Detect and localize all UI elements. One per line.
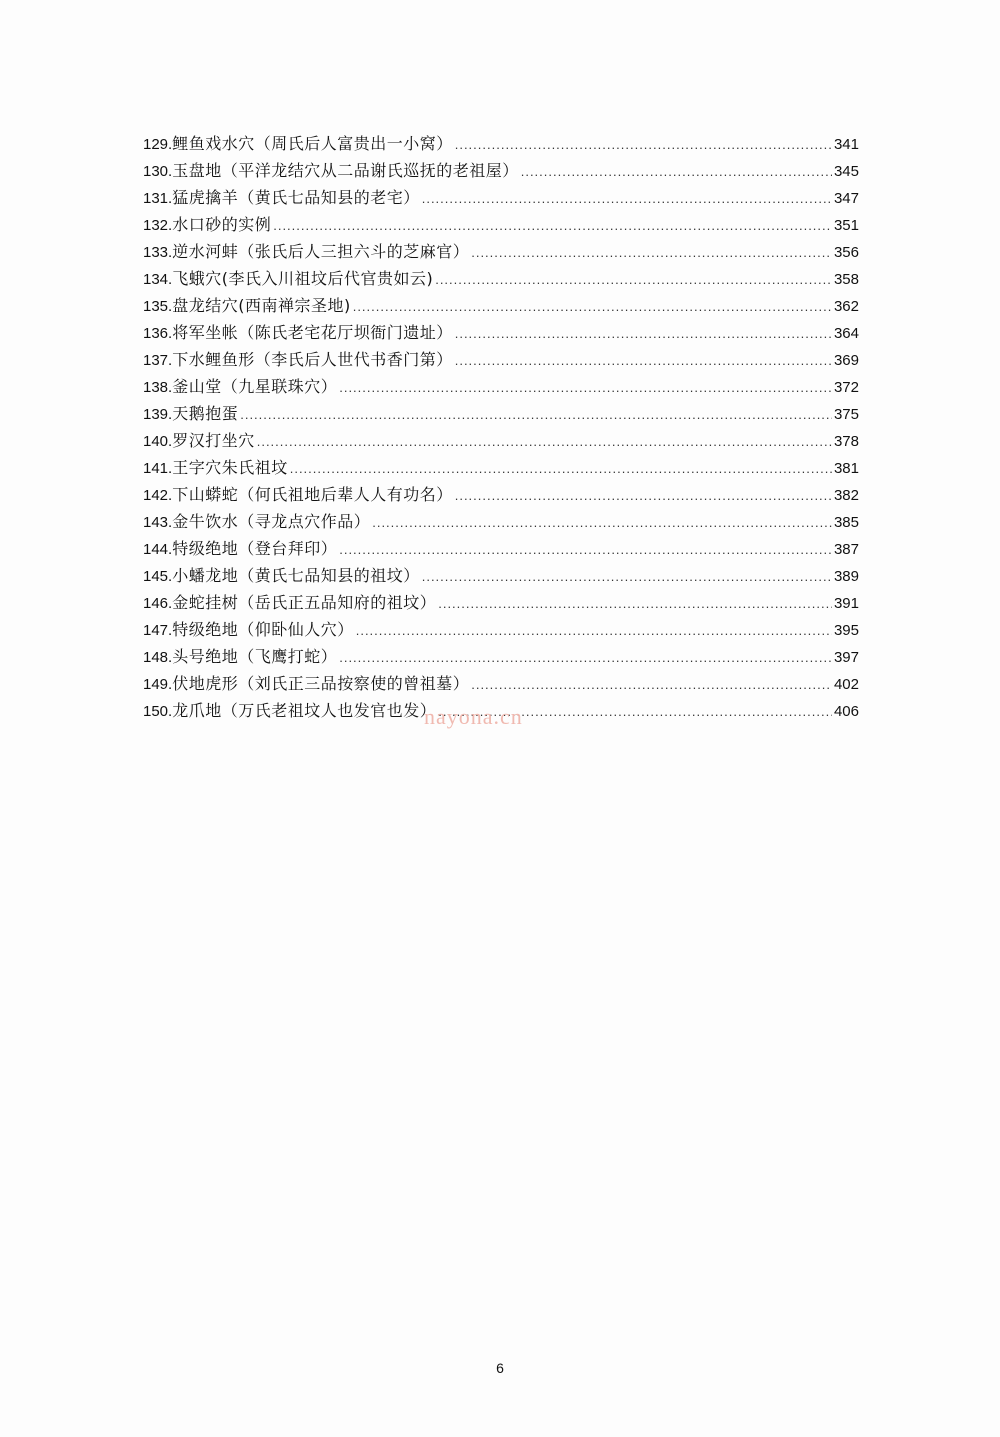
toc-dot-leader <box>356 617 832 644</box>
toc-entry-number: 132. <box>143 217 173 234</box>
toc-entry <box>143 157 859 184</box>
toc-entry-title: 头号绝地（飞鹰打蛇） <box>172 647 338 666</box>
toc-entry-title: 下山蟒蛇（何氏祖地后辈人人有功名） <box>172 485 453 504</box>
toc-entry <box>143 211 859 238</box>
toc-entry-title: 金牛饮水（寻龙点穴作品） <box>172 512 371 531</box>
toc-entry-title: 飞蛾穴(李氏入川祖坟后代官贵如云) <box>172 269 434 288</box>
toc-entry-page: 381 <box>833 460 859 477</box>
toc-entry-page: 378 <box>833 433 859 450</box>
toc-dot-leader <box>372 509 832 536</box>
toc-entry-title: 小蟠龙地（黄氏七品知县的祖坟） <box>172 566 420 585</box>
toc-dot-leader <box>471 239 832 266</box>
toc-entry <box>143 535 859 562</box>
toc-entry-page: 364 <box>833 325 859 342</box>
toc-entry-number: 146. <box>143 595 173 612</box>
toc-entry-number: 129. <box>143 136 173 153</box>
toc-entry-page: 362 <box>833 298 859 315</box>
toc-dot-leader <box>240 401 832 428</box>
toc-entry-page: 395 <box>833 622 859 639</box>
toc-entry-title: 盘龙结穴(西南禅宗圣地) <box>172 296 351 315</box>
toc-dot-leader <box>422 185 832 212</box>
toc-entry <box>143 562 859 589</box>
page-number: 6 <box>496 1360 504 1376</box>
toc-dot-leader <box>455 347 832 374</box>
toc-entry-title: 罗汉打坐穴 <box>172 431 255 450</box>
toc-entry-page: 389 <box>833 568 859 585</box>
toc-entry <box>143 184 859 211</box>
toc-entry-title: 金蛇挂树（岳氏正五品知府的祖坟） <box>172 593 437 612</box>
toc-entry-number: 142. <box>143 487 173 504</box>
toc-dot-leader <box>455 320 832 347</box>
toc-entry-page: 402 <box>833 676 859 693</box>
toc-dot-leader <box>339 644 832 671</box>
toc-entry-number: 137. <box>143 352 173 369</box>
toc-entry-number: 149. <box>143 676 173 693</box>
toc-entry <box>143 265 859 292</box>
toc-entry-title: 逆水河蚌（张氏后人三担六斗的芝麻官） <box>172 242 470 261</box>
toc-dot-leader <box>273 212 832 239</box>
toc-entry-number: 138. <box>143 379 173 396</box>
toc-entry <box>143 400 859 427</box>
toc-entry-number: 141. <box>143 460 173 477</box>
toc-entry-page: 382 <box>833 487 859 504</box>
toc-dot-leader <box>438 590 832 617</box>
toc-dot-leader <box>339 374 832 401</box>
toc-entry-title: 特级绝地（仰卧仙人穴） <box>172 620 354 639</box>
toc-dot-leader <box>455 131 832 158</box>
toc-dot-leader <box>290 455 832 482</box>
toc-entry <box>143 130 859 157</box>
toc-entry-title: 下水鲤鱼形（李氏后人世代书香门第） <box>172 350 453 369</box>
toc-dot-leader <box>438 698 832 725</box>
toc-entry-page: 351 <box>833 217 859 234</box>
toc-entry-title: 特级绝地（登台拜印） <box>172 539 338 558</box>
toc-entry <box>143 427 859 454</box>
toc-entry-number: 130. <box>143 163 173 180</box>
toc-entry-page: 372 <box>833 379 859 396</box>
watermark: nayona.cn <box>424 704 523 729</box>
toc-entry-page: 375 <box>833 406 859 423</box>
table-of-contents <box>143 130 859 724</box>
toc-entry <box>143 346 859 373</box>
toc-entry-title: 将军坐帐（陈氏老宅花厅坝衙门遗址） <box>172 323 453 342</box>
toc-entry-number: 140. <box>143 433 173 450</box>
toc-dot-leader <box>435 266 832 293</box>
toc-dot-leader <box>257 428 832 455</box>
toc-entry <box>143 373 859 400</box>
toc-entry <box>143 454 859 481</box>
toc-entry-page: 341 <box>833 136 859 153</box>
toc-dot-leader <box>455 482 832 509</box>
toc-entry-page: 406 <box>833 703 859 720</box>
toc-entry-number: 136. <box>143 325 173 342</box>
toc-entry <box>143 616 859 643</box>
toc-dot-leader <box>422 563 832 590</box>
toc-entry-number: 131. <box>143 190 173 207</box>
toc-entry <box>143 589 859 616</box>
toc-entry-title: 水口砂的实例 <box>172 215 272 234</box>
toc-entry <box>143 697 859 724</box>
toc-entry-title: 玉盘地（平洋龙结穴从二品谢氏巡抚的老祖屋） <box>172 161 519 180</box>
toc-entry-title: 鲤鱼戏水穴（周氏后人富贵出一小窝） <box>172 134 453 153</box>
toc-entry-number: 150. <box>143 703 173 720</box>
toc-dot-leader <box>521 158 832 185</box>
toc-entry <box>143 643 859 670</box>
toc-entry <box>143 292 859 319</box>
toc-entry-page: 397 <box>833 649 859 666</box>
toc-entry-page: 358 <box>833 271 859 288</box>
toc-entry-title: 伏地虎形（刘氏正三品按察使的曾祖墓） <box>172 674 470 693</box>
toc-entry <box>143 508 859 535</box>
toc-entry-number: 135. <box>143 298 173 315</box>
toc-entry-page: 356 <box>833 244 859 261</box>
toc-entry-page: 385 <box>833 514 859 531</box>
toc-entry-title: 王字穴朱氏祖坟 <box>172 458 288 477</box>
toc-dot-leader <box>471 671 832 698</box>
toc-entry-title: 釜山堂（九星联珠穴） <box>172 377 338 396</box>
toc-dot-leader <box>339 536 832 563</box>
toc-entry <box>143 238 859 265</box>
toc-entry-number: 144. <box>143 541 173 558</box>
toc-entry-title: 猛虎擒羊（黄氏七品知县的老宅） <box>172 188 420 207</box>
toc-entry-number: 147. <box>143 622 173 639</box>
toc-entry-number: 139. <box>143 406 173 423</box>
toc-entry-number: 133. <box>143 244 173 261</box>
toc-dot-leader <box>353 293 832 320</box>
toc-entry-page: 387 <box>833 541 859 558</box>
toc-entry-number: 145. <box>143 568 173 585</box>
toc-entry-page: 345 <box>833 163 859 180</box>
toc-entry-page: 391 <box>833 595 859 612</box>
toc-entry-number: 148. <box>143 649 173 666</box>
toc-entry <box>143 481 859 508</box>
toc-entry-page: 347 <box>833 190 859 207</box>
toc-entry-page: 369 <box>833 352 859 369</box>
toc-entry-title: 天鹅抱蛋 <box>172 404 239 423</box>
toc-entry <box>143 319 859 346</box>
toc-entry-title: 龙爪地（万氏老祖坟人也发官也发） <box>172 701 437 720</box>
toc-entry <box>143 670 859 697</box>
toc-entry-number: 134. <box>143 271 173 288</box>
toc-entry-number: 143. <box>143 514 173 531</box>
